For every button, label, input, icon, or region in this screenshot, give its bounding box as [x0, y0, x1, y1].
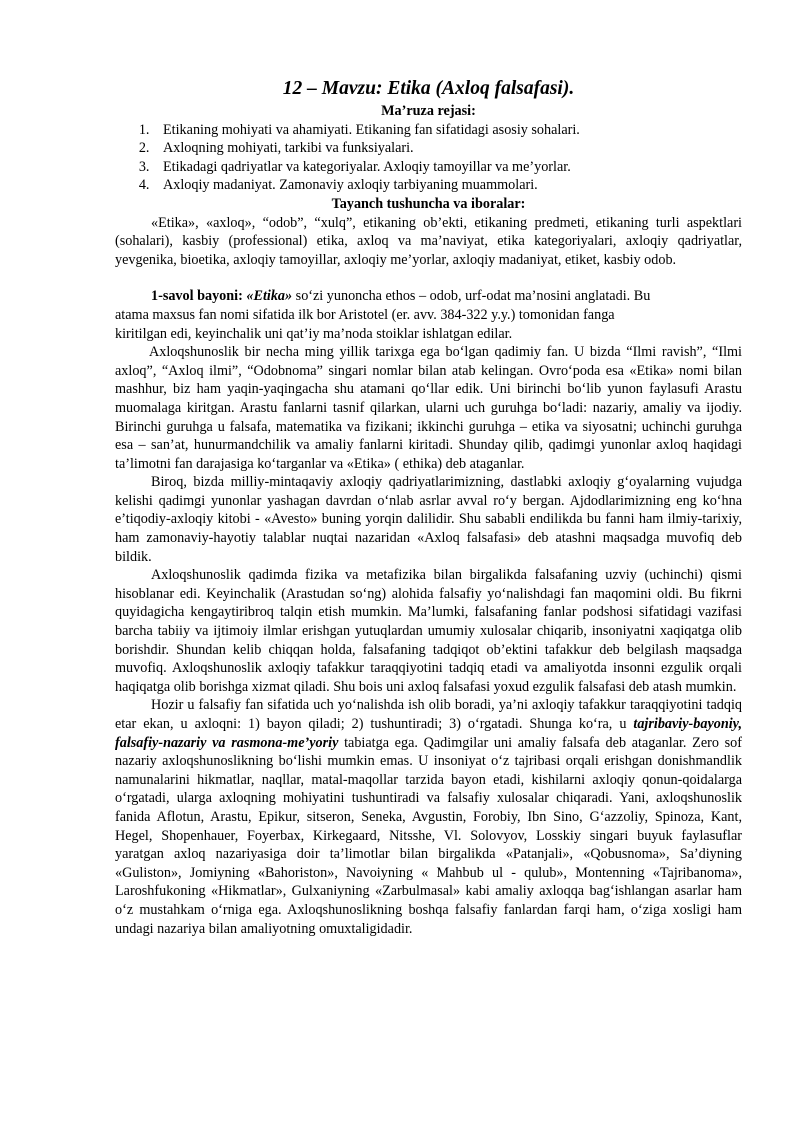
question-1-term: «Etika» [246, 288, 293, 305]
question-1-paragraph [115, 287, 742, 306]
paragraph-2: Axloqshunoslik bir necha ming yillik tarixga ega bo‘lgan qadimiy fan. U bizda “Ilmi ravish”, “Ilmi axloq”, “Axloq ilmi”, “Odobnoma” singari nomlar bilan atab kelingan. Ovro‘poda esa «Etika» nomi bilan mashhur, biz ham yaqin-yaqingacha shu atamani qo‘llar edik. Uni birinchi bo‘lib yunon faylasufi Arastu muomalaga kiritgan. Arastu fanlarni tasnif qilarkan, ularni uch guruhga bo‘ladi: nazariy, amaliy va ijodiy. Birinchi guruhga u falsafa, matematika va fizikani; ikkinchi guruhga – etika va siyosatni; uchinchi guruhga esa – san’at, hunurmandchilik va amaliy fanlarni kiritadi. Shunday qilib, qadimgi yunonlar axloq haqidagi ta’limotni fan darajasiga ko‘targanlar va «Etika» ( ethika) deb ataganlar. [115, 344, 742, 472]
plan-item: 4. Axloqiy madaniyat. Zamonaviy axloqiy tarbiyaning muammolari. [153, 176, 742, 195]
question-1-label: 1-savol bayoni: [151, 288, 247, 305]
paragraph-5-start: Hozir u falsafiy fan sifatida uch yo‘nalishda ish olib boradi, ya’ni axloqiy tafakkur taraqqiyotini tadqiq etar ekan, u axloqni: 1) bayon qiladi; 2) tushuntiradi; 3) o‘rgatadi. Shunga ko‘ra, u [115, 697, 742, 732]
plan-item: 1. Etikaning mohiyati va ahamiyati. Etikaning fan sifatidagi asosiy sohalari. [153, 121, 742, 140]
document-page [115, 78, 742, 938]
question-1-line-3: kiritilgan edi, keyinchalik uni qat’iy ma’noda stoiklar ishlatgan edilar. [115, 325, 513, 342]
terms-heading: Tayanch tushuncha va iboralar: [331, 195, 526, 212]
question-1-line-2: atama maxsus fan nomi sifatida ilk bor Aristotel (er. avv. 384-322 y.y.) tomonidan fanga [115, 306, 615, 323]
page-title: 12 – Mavzu: Etika (Axloq falsafasi). [282, 78, 575, 99]
paragraph-4: Axloqshunoslik qadimda fizika va metafizika bilan birgalikda falsafaning uzviy (uchinchi) qismi hisoblanar edi. Keyinchalik (Arastudan so‘ng) alohida falsafiy yo‘nalishdagi fan maqomini oldi. Bu fikrni quyidagicha kengaytiribroq talqin etish mumkin. Ma’lumki, falsafaning fanlar podshosi sifatidagi vazifasi barcha tabiiy va ijtimoiy ilmlar erishgan yutuqlardan umumiy xulosalar chiqarib, insoniyatni xaqiqatga olib borishdir. Shundan kelib chiqqan holda, falsafaning tadqiqot ob’ektini tafakkur deb belgilash maqsadga muvofiq. Axloqshunoslik axloqiy tafakkur taraqqiyotini tadqiq etadi va amaliyotda insonni ezgulik orqali haqiqatga olib borishga xizmat qiladi. Shu bois uni axloq falsafasi yoxud ezgulik falsafasi deb atash mumkin. [115, 567, 742, 695]
paragraph-3: Biroq, bizda milliy-mintaqaviy axloqiy qadriyatlarimizning, dastlabki axloqiy g‘oyalarning vujudga kelishi qadimgi yunonlar yashagan davrdan o‘nlab asrlar avval ro‘y bergan. Ajdodlarimizning eng ko‘hna e’tiqodiy-axloqiy kitobi - «Avesto» buning yorqin dalilidir. Shu sababli endilikda bu fanni ham ilmiy-tarixiy, ham zamonaviy-hayotiy talablar nuqtai nazaridan «Axloq falsafasi» deb atashni maqsadga muvofiq deb bildik. [115, 474, 742, 565]
plan-list [115, 121, 742, 195]
plan-item: 3. Etikadagi qadriyatlar va kategoriyalar. Axloqiy tamoyillar va me’yorlar. [153, 158, 742, 177]
plan-item: 2. Axloqning mohiyati, tarkibi va funksiyalari. [153, 139, 742, 158]
paragraph-5-emphasis: tajribaviy-bayoniy, falsafiy-nazariy va rasmona-me’yoriy [115, 716, 742, 751]
paragraph-5 [115, 696, 742, 938]
spacer [115, 269, 742, 287]
paragraph-5-end: tabiatga ega. Qadimgilar uni amaliy falsafa deb ataganlar. Zero sof nazariy axloqshunoslikning bo‘lishi mumkin emas. U insoniyat o‘z tajribasi orqali erishgan donishmandlik namunalarini hikmatlar, naqllar, matal-maqollar tarzida bayon etadi, kishilarni axloqiy qonun-qoidalarga o‘rgatadi, ularga axloqning mohiyatini tushuntiradi va falsafiy xulosalar chiqaradi. Yani, axloqshunoslik fanida Aflotun, Arastu, Epikur, sitseron, Seneka, Avgustin, Forobiy, Ibn Sino, G‘azzoliy, Spinoza, Kant, Hegel, Shopenhauer, Foyerbax, Kirkegaard, Nitsshe, Vl. Solovyov, Losskiy singari buyuk faylasuflar yaratgan axloq nazariyasiga doir ta’limotlar bilan birgalikda «Patanjali», «Qobusnoma», Sa’diyning «Guliston», Jomiyning «Bahoriston», Navoiyning « Mahbub ul - qulub», Montenning «Tajribanoma», Laroshfukoning «Hikmatlar», Gulxaniyning «Zarbulmasal» kabi amaliy axloqqa bag‘ishlangan asarlar ham o‘z mustahkam o‘rniga ega. Axloqshunoslikning boshqa falsafiy fanlardan farqi ham, o‘ziga xosligi ham undagi nazariya bilan amaliyotning omuxtaligidadir. [115, 734, 742, 937]
terms-paragraph: «Etika», «axloq», “odob”, “xulq”, etikaning ob’ekti, etikaning predmeti, etikaning turli aspektlari (sohalari), kasbiy (professional) etika, axloq va ma’naviyat, etika kategoriyalari, axloqiy qadriyatlar, yevgenika, bioetika, axloqiy tamoyillar, axloqiy me’yorlar, axloqiy madaniyat, etiket, kasbiy odob. [115, 214, 742, 268]
question-1-text: so‘zi yunoncha ethos – odob, urf-odat ma’nosini anglatadi. Bu [292, 288, 651, 305]
plan-heading: Ma’ruza rejasi: [381, 103, 476, 119]
